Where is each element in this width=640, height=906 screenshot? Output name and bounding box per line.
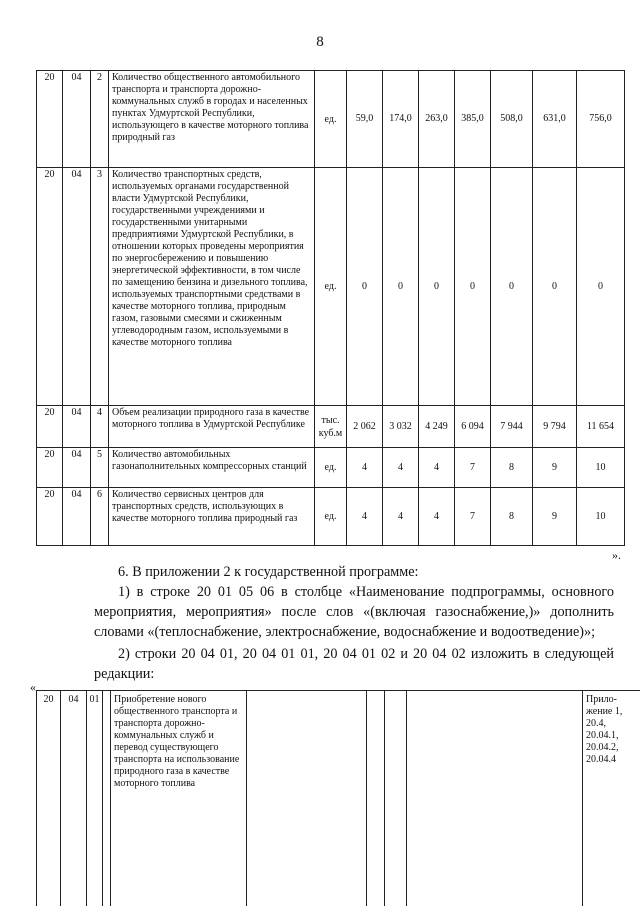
value-cell: 0 <box>383 168 419 406</box>
value-cell: 9 <box>533 488 577 546</box>
value-cell: 3 032 <box>383 406 419 448</box>
indicator-name: Количество сервисных центров для транспортных средств, использующих в качестве моторного топлива природный газ <box>109 488 315 546</box>
indicator-name: Количество автомобильных газонаполнительных компрессорных станций <box>109 448 315 488</box>
value-cell: 4 <box>347 448 383 488</box>
value-cell: 7 944 <box>491 406 533 448</box>
value-cell: 8 <box>491 448 533 488</box>
page-number: 8 <box>0 34 640 51</box>
empty-cell <box>103 691 111 906</box>
code-cell: 4 <box>91 406 109 448</box>
table-row <box>37 406 625 448</box>
code-cell: 6 <box>91 488 109 546</box>
indicator-name: Количество транспортных средств, используемых органами государственной власти Удмуртской Республики, государственными учреждениями и государственными унитарными предприятиями Удмуртской Республики, в отношении которых проведены мероприятия по энергосбережению и повышению энергетической эффективности, в том числе по замещению бензина и дизельного топлива, используемых транспортными средствами в качестве моторного топлива, природным газом, газовыми смесями и сжиженным углеводородным газом, используемыми в качестве моторного топлива <box>109 168 315 406</box>
empty-cell <box>367 691 385 906</box>
empty-cell <box>247 691 367 906</box>
empty-cell <box>407 691 583 906</box>
closing-quote: ». <box>612 548 621 563</box>
value-cell: 0 <box>347 168 383 406</box>
paragraph-6: 6. В приложении 2 к государственной программе: <box>118 562 618 582</box>
value-cell: 6 094 <box>455 406 491 448</box>
value-cell: 4 <box>347 488 383 546</box>
code-cell: 20 <box>37 448 63 488</box>
value-cell: 4 <box>383 448 419 488</box>
value-cell: 0 <box>455 168 491 406</box>
program-table <box>36 690 640 906</box>
code-cell: 04 <box>61 691 87 906</box>
value-cell: 4 <box>419 448 455 488</box>
code-cell: 20 <box>37 691 61 906</box>
opening-quote: « <box>30 680 36 695</box>
indicator-name: Объем реализации природного газа в качестве моторного топлива в Удмуртской Республике <box>109 406 315 448</box>
value-cell: 10 <box>577 488 625 546</box>
code-cell: 3 <box>91 168 109 406</box>
value-cell: 0 <box>533 168 577 406</box>
code-cell: 2 <box>91 71 109 168</box>
code-cell: 20 <box>37 71 63 168</box>
value-cell: 10 <box>577 448 625 488</box>
value-cell: 9 <box>533 448 577 488</box>
indicators-table <box>36 70 625 546</box>
value-cell: 0 <box>577 168 625 406</box>
empty-cell <box>385 691 407 906</box>
indicator-name: Количество общественного автомобильного транспорта и транспорта дорожно-коммунальных служб в городах и населенных пунктах Удмуртской Республики, использующего в качестве моторного топлива природный газ <box>109 71 315 168</box>
table-row <box>37 691 640 906</box>
code-cell: 04 <box>63 71 91 168</box>
value-cell: 11 654 <box>577 406 625 448</box>
code-cell: 20 <box>37 406 63 448</box>
activity-name: Приобретение нового общественного транспорта и транспорта дорожно-коммунальных служб и перевод существующего транспорта на использование природного газа в качестве моторного топлива <box>111 691 247 906</box>
value-cell: 4 <box>419 488 455 546</box>
code-cell: 04 <box>63 488 91 546</box>
code-cell: 20 <box>37 488 63 546</box>
value-cell: 0 <box>419 168 455 406</box>
value-cell: 508,0 <box>491 71 533 168</box>
value-cell: 7 <box>455 448 491 488</box>
value-cell: 59,0 <box>347 71 383 168</box>
table-row <box>37 448 625 488</box>
value-cell: 4 249 <box>419 406 455 448</box>
unit-cell: ед. <box>315 488 347 546</box>
unit-cell: ед. <box>315 168 347 406</box>
value-cell: 9 794 <box>533 406 577 448</box>
code-cell: 04 <box>63 168 91 406</box>
table-row <box>37 488 625 546</box>
value-cell: 631,0 <box>533 71 577 168</box>
unit-cell: ед. <box>315 71 347 168</box>
unit-cell: ед. <box>315 448 347 488</box>
value-cell: 0 <box>491 168 533 406</box>
appendix-reference: Прило-жение 1, 20.4, 20.04.1, 20.04.2, 20.04.4 <box>583 691 640 906</box>
value-cell: 263,0 <box>419 71 455 168</box>
paragraph-item-2: 2) строки 20 04 01, 20 04 01 01, 20 04 01 02 и 20 04 02 изложить в следующей редакции: <box>94 644 614 684</box>
value-cell: 2 062 <box>347 406 383 448</box>
code-cell: 01 <box>87 691 103 906</box>
value-cell: 385,0 <box>455 71 491 168</box>
table-row <box>37 168 625 406</box>
table-row <box>37 71 625 168</box>
paragraph-item-1: 1) в строке 20 01 05 06 в столбце «Наименование подпрограммы, основного мероприятия, мероприятия» после слов «(включая газоснабжение,)» дополнить словами «(теплоснабжение, электроснабжение, водоснабжение и водоотведение)»; <box>94 582 614 642</box>
value-cell: 174,0 <box>383 71 419 168</box>
code-cell: 20 <box>37 168 63 406</box>
code-cell: 04 <box>63 406 91 448</box>
value-cell: 4 <box>383 488 419 546</box>
unit-cell: тыс. куб.м <box>315 406 347 448</box>
value-cell: 7 <box>455 488 491 546</box>
code-cell: 04 <box>63 448 91 488</box>
value-cell: 8 <box>491 488 533 546</box>
value-cell: 756,0 <box>577 71 625 168</box>
code-cell: 5 <box>91 448 109 488</box>
